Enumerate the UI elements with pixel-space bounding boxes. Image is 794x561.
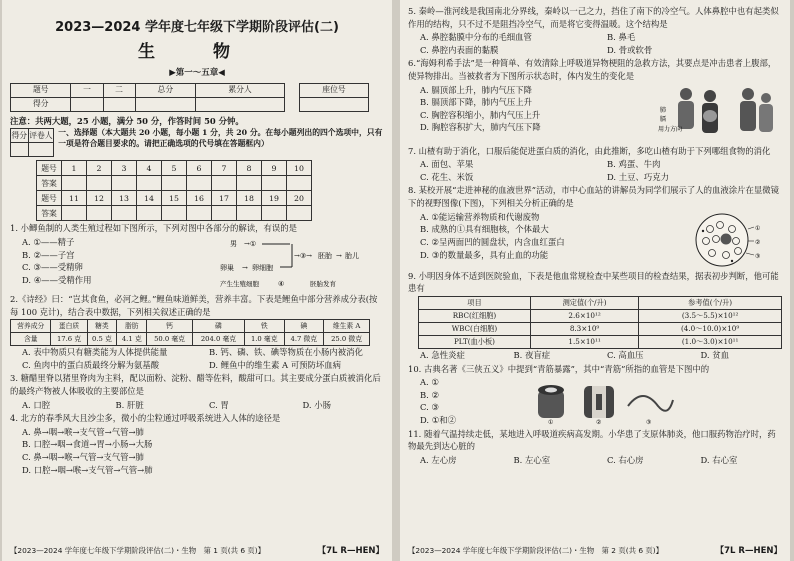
q8-option-c: C. ②呈两面凹的圆盘状，内含血红蛋白 bbox=[420, 236, 565, 247]
chapter-scope: ▶第一～五章◀ bbox=[169, 68, 225, 78]
blood-smear-figure bbox=[688, 211, 768, 269]
nutrition-value: 204.0 毫克 bbox=[192, 333, 244, 346]
q7-option-a: A. 面包、苹果 bbox=[420, 159, 474, 170]
svg-text:肺: 肺 bbox=[660, 106, 667, 114]
q6-option-a: A. 膈顶部上升，肺内气压下降 bbox=[420, 84, 532, 95]
svg-text:→③→: →③→ bbox=[294, 251, 313, 260]
q6-option-c: C. 胸腔容积缩小，肺内气压上升 bbox=[420, 109, 541, 120]
q5-option-d: D. 骨或软骨 bbox=[607, 44, 653, 55]
nutrition-header: 铁 bbox=[244, 320, 284, 333]
blood-vessel-figure bbox=[528, 376, 678, 426]
question-7: 7. 山楂有助于消化，口服后能促进蛋白质的消化，由此推断，多吃山楂有助于下列哪组食物的消化 bbox=[408, 145, 771, 156]
q1-option-c: C. ③——受精卵 bbox=[22, 262, 83, 273]
nutrition-value: 4.7 微克 bbox=[284, 333, 324, 346]
q5-option-b: B. 鼻毛 bbox=[607, 32, 636, 43]
answer-grid-number: 13 bbox=[112, 191, 137, 206]
nutrition-header: 糖类 bbox=[87, 320, 117, 333]
footer-right: 【2023—2024 学年度七年级下学期阶段评估(二)・生物 第 2 页(共 6 页)】 【7L R—HEN】 bbox=[408, 546, 782, 557]
heimlich-figure bbox=[658, 84, 778, 144]
answer-grid-number: 3 bbox=[112, 161, 137, 176]
page-right bbox=[400, 0, 790, 561]
q7-option-b: B. 鸡蛋、牛肉 bbox=[607, 159, 661, 170]
notice: 注意：共两大题，25 小题，满分 50 分，作答时间 50 分钟。 bbox=[10, 115, 244, 126]
reproduction-diagram bbox=[160, 236, 370, 292]
answer-grid-number: 16 bbox=[187, 191, 212, 206]
svg-text:胚胎: 胚胎 bbox=[318, 251, 332, 260]
q6-option-d: D. 胸腔容积扩大，肺内气压下降 bbox=[420, 122, 541, 133]
svg-text:①: ① bbox=[755, 224, 761, 232]
q3-option-d: D. 小肠 bbox=[302, 399, 331, 410]
svg-text:④: ④ bbox=[278, 279, 285, 288]
svg-text:卵细胞: 卵细胞 bbox=[252, 263, 273, 272]
q1-option-d: D. ④——受精作用 bbox=[22, 274, 92, 285]
answer-grid-number: 18 bbox=[237, 191, 262, 206]
answer-cell[interactable] bbox=[187, 176, 212, 191]
q10-option-a: A. ① bbox=[420, 377, 439, 388]
question-2: 2.《诗经》曰：“岂其食鱼，必河之鲤。”鲤鱼味道鲜美，营养丰富。下表是鲤鱼中部分营养成分表(按每 100 克计)，结合表中数据，下列相关叙述正确的是 bbox=[10, 293, 378, 317]
answer-cell[interactable] bbox=[137, 206, 162, 221]
question-10: 10. 古典名著《三侠五义》中提到“青筋暴露”，其中“青筋”所指的血管是下图中的 bbox=[408, 363, 710, 374]
answer-grid-number: 7 bbox=[212, 161, 237, 176]
answer-grid-number: 15 bbox=[162, 191, 187, 206]
answer-grid-number: 6 bbox=[187, 161, 212, 176]
answer-cell[interactable] bbox=[112, 206, 137, 221]
blood-test-table: 项目 测定值(个/升) 参考值(个/升) RBC(红细胞) 2.6×10¹² (3.5～5.5)×10¹² WBC(白细胞) 8.3×10⁹ (4.0～10.0)×10⁹ PLT(血小板) 1.5×10¹¹ (1.0～3.0)×10¹¹ bbox=[418, 296, 782, 349]
svg-text:用力方向: 用力方向 bbox=[658, 125, 683, 133]
q9-option-d: D. 贫血 bbox=[700, 349, 729, 360]
q11-option-a: A. 左心房 bbox=[420, 454, 457, 465]
svg-text:③: ③ bbox=[755, 252, 761, 260]
answer-grid-number: 2 bbox=[87, 161, 112, 176]
nutrition-value: 50.0 毫克 bbox=[147, 333, 193, 346]
nutrition-header: 蛋白质 bbox=[51, 320, 87, 333]
seat-number-box: 座位号 bbox=[299, 83, 369, 112]
q7-option-d: D. 土豆、巧克力 bbox=[607, 171, 669, 182]
answer-cell[interactable] bbox=[112, 176, 137, 191]
svg-text:→: → bbox=[242, 263, 248, 272]
q9-option-b: B. 夜盲症 bbox=[513, 349, 551, 360]
answer-cell[interactable] bbox=[187, 206, 212, 221]
question-8: 8. 某校开展“走进神秘的血液世界”活动，市中心血站的讲解员为同学们展示了人的血液涂片在显微镜下的视野图像(下图)，下列相关分析正确的是 bbox=[408, 185, 779, 209]
answer-cell[interactable] bbox=[87, 206, 112, 221]
answer-grid-number: 10 bbox=[287, 161, 312, 176]
q10-option-b: B. ② bbox=[420, 389, 439, 400]
q1-option-a: A. ①——精子 bbox=[22, 236, 75, 247]
answer-cell[interactable] bbox=[237, 176, 262, 191]
svg-text:胚胎发育: 胚胎发育 bbox=[310, 279, 336, 288]
question-11: 11. 随着气温持续走低，某地进入呼吸道疾病高发期。小华患了支原体肺炎，他口服药物治疗时，药物最先到达心脏的 bbox=[408, 428, 776, 452]
answer-cell[interactable] bbox=[212, 176, 237, 191]
answer-grid-number: 8 bbox=[237, 161, 262, 176]
exam-title: 2023—2024 学年度七年级下学期阶段评估(二) bbox=[55, 20, 339, 35]
q9-option-c: C. 高血压 bbox=[607, 349, 644, 360]
q6-option-b: B. 膈顶部下降，肺内气压上升 bbox=[420, 97, 532, 108]
nutrition-header: 磷 bbox=[192, 320, 244, 333]
answer-grid-number: 4 bbox=[137, 161, 162, 176]
question-1: 1. 小鲫鱼制的人类生殖过程如下图所示，下列对图中各部分的解读，有误的是 bbox=[10, 223, 298, 234]
answer-cell[interactable] bbox=[212, 206, 237, 221]
q8-option-d: D. ③的数量最多，具有止血的功能 bbox=[420, 249, 549, 260]
answer-grid-number: 1 bbox=[62, 161, 87, 176]
section1-instructions: 一、选择题（本大题共 20 小题，每小题 1 分，共 20 分。在每小题列出的四个选项中，只有一项是符合题目要求的。请把正确选项的代号填在答题框内） bbox=[58, 128, 383, 149]
answer-cell[interactable] bbox=[62, 176, 87, 191]
subject-title: 生 物 bbox=[138, 41, 256, 62]
answer-grid-number: 14 bbox=[137, 191, 162, 206]
answer-grid-number: 12 bbox=[87, 191, 112, 206]
question-3: 3. 糖醋里脊以猪里脊肉为主料，配以面粉、淀粉、醋等佐料，酸甜可口。其主要成分蛋白质被消化后的最终产物被人体吸收的主要部位是 bbox=[10, 373, 381, 397]
q4-option-d: D. 口腔→咽→喉→支气管→气管→肺 bbox=[22, 464, 153, 475]
answer-cell[interactable] bbox=[162, 176, 187, 191]
svg-text:→①: →① bbox=[244, 239, 257, 248]
nutrition-value: 1.0 毫克 bbox=[244, 333, 284, 346]
question-4: 4. 北方的春季风大且沙尘多，微小的尘粒通过呼吸系统进入人体的途径是 bbox=[10, 413, 281, 424]
svg-text:②: ② bbox=[755, 238, 761, 246]
q10-option-c: C. ③ bbox=[420, 402, 439, 413]
answer-grid-number: 19 bbox=[262, 191, 287, 206]
q11-option-c: C. 右心房 bbox=[607, 454, 644, 465]
answer-grid-number: 11 bbox=[62, 191, 87, 206]
answer-grid bbox=[36, 160, 312, 221]
nutrition-header: 营养成分 bbox=[11, 320, 51, 333]
answer-cell[interactable] bbox=[237, 206, 262, 221]
q11-option-d: D. 右心室 bbox=[700, 454, 738, 465]
svg-text:产生生殖细胞: 产生生殖细胞 bbox=[220, 279, 259, 288]
svg-text:①: ① bbox=[548, 419, 554, 427]
q4-option-c: C. 鼻→咽→喉→气管→支气管→肺 bbox=[22, 452, 144, 463]
q2-option-b: B. 钙、磷、铁、碘等物质在小肠内被消化 bbox=[209, 347, 363, 358]
answer-cell[interactable] bbox=[287, 206, 312, 221]
answer-grid-number: 20 bbox=[287, 191, 312, 206]
nutrition-value: 25.0 微克 bbox=[324, 333, 370, 346]
question-6: 6.“海姆利希手法”是一种简单、有效清除上呼吸道异物梗阻的急救方法，其要点是冲击患者上腹部，使异物排出。当被救者为下图所示状态时，体内发生的变化是 bbox=[408, 58, 777, 82]
svg-text:→: → bbox=[336, 251, 342, 260]
q3-option-c: C. 胃 bbox=[209, 399, 229, 410]
q2-option-a: A. 表中物质只有糖类能为人体提供能量 bbox=[22, 347, 168, 358]
q7-option-c: C. 花生、米饭 bbox=[420, 171, 474, 182]
q8-option-b: B. 成熟的①具有细胞核，个体最大 bbox=[420, 224, 549, 235]
section1-score-box: 得分 评卷人 bbox=[10, 128, 54, 157]
answer-cell[interactable] bbox=[162, 206, 187, 221]
answer-grid-number: 9 bbox=[262, 161, 287, 176]
answer-label: 答案 bbox=[37, 176, 62, 191]
nutrition-table bbox=[10, 319, 370, 346]
nutrition-header: 钙 bbox=[147, 320, 193, 333]
answer-cell[interactable] bbox=[287, 176, 312, 191]
nutrition-header: 维生素 A bbox=[324, 320, 370, 333]
q8-option-a: A. ①能运输营养物质和代谢废物 bbox=[420, 211, 540, 222]
answer-cell[interactable] bbox=[262, 176, 287, 191]
score-table: 题号 一 二 总分 累分人 得分 bbox=[10, 83, 285, 112]
q3-option-b: B. 肝脏 bbox=[115, 399, 144, 410]
answer-grid-number: 17 bbox=[212, 191, 237, 206]
q5-option-a: A. 鼻腔黏膜中分布的毛细血管 bbox=[420, 32, 532, 43]
question-5: 5. 秦岭—淮河线是我国南北分界线，秦岭以一己之力，挡住了南下的冷空气。人体鼻腔中也有起类似作用的结构，只不过不是阻挡冷空气，而是将它变得温暖。这个结构是 bbox=[408, 6, 779, 29]
q1-option-b: B. ②——子宫 bbox=[22, 249, 75, 260]
answer-cell[interactable] bbox=[262, 206, 287, 221]
nutrition-value: 17.6 克 bbox=[51, 333, 87, 346]
question-9: 9. 小明因身体不适到医院验血，下表是他血常规检查中某些项目的检查结果，据表初步判断，他可能患有 bbox=[408, 270, 779, 294]
svg-text:男: 男 bbox=[230, 239, 237, 248]
answer-cell[interactable] bbox=[137, 176, 162, 191]
footer-left: 【2023—2024 学年度七年级下学期阶段评估(二)・生物 第 1 页(共 6 页)】 【7L R—HEN】 bbox=[10, 546, 384, 557]
nutrition-value: 含量 bbox=[11, 333, 51, 346]
answer-grid-number: 题号 bbox=[37, 161, 62, 176]
q10-option-d: D. ①和② bbox=[420, 414, 456, 425]
answer-label: 答案 bbox=[37, 206, 62, 221]
nutrition-value: 4.1 克 bbox=[117, 333, 147, 346]
q9-option-a: A. 急性炎症 bbox=[420, 349, 465, 360]
nutrition-header: 脂肪 bbox=[117, 320, 147, 333]
answer-cell[interactable] bbox=[87, 176, 112, 191]
q4-option-a: A. 鼻→咽→喉→支气管→气管→肺 bbox=[22, 426, 144, 437]
q2-option-c: C. 鱼肉中的蛋白质最终分解为氨基酸 bbox=[22, 359, 160, 370]
q11-option-b: B. 左心室 bbox=[513, 454, 551, 465]
svg-text:胎儿: 胎儿 bbox=[345, 251, 359, 260]
answer-cell[interactable] bbox=[62, 206, 87, 221]
q2-option-d: D. 鲤鱼中的维生素 A 可预防坏血病 bbox=[209, 359, 341, 370]
svg-text:②: ② bbox=[596, 419, 602, 427]
page-left bbox=[2, 0, 392, 561]
answer-grid-number: 题号 bbox=[37, 191, 62, 206]
answer-grid-number: 5 bbox=[162, 161, 187, 176]
q3-option-a: A. 口腔 bbox=[22, 399, 51, 410]
svg-text:卵巢: 卵巢 bbox=[220, 263, 234, 272]
nutrition-header: 碘 bbox=[284, 320, 324, 333]
q5-option-c: C. 鼻腔内表面的黏膜 bbox=[420, 44, 499, 55]
q4-option-b: B. 口腔→咽→食道→胃→小肠→大肠 bbox=[22, 439, 153, 450]
svg-text:③: ③ bbox=[646, 419, 652, 427]
svg-text:膈: 膈 bbox=[660, 115, 667, 123]
nutrition-value: 0.5 克 bbox=[87, 333, 117, 346]
